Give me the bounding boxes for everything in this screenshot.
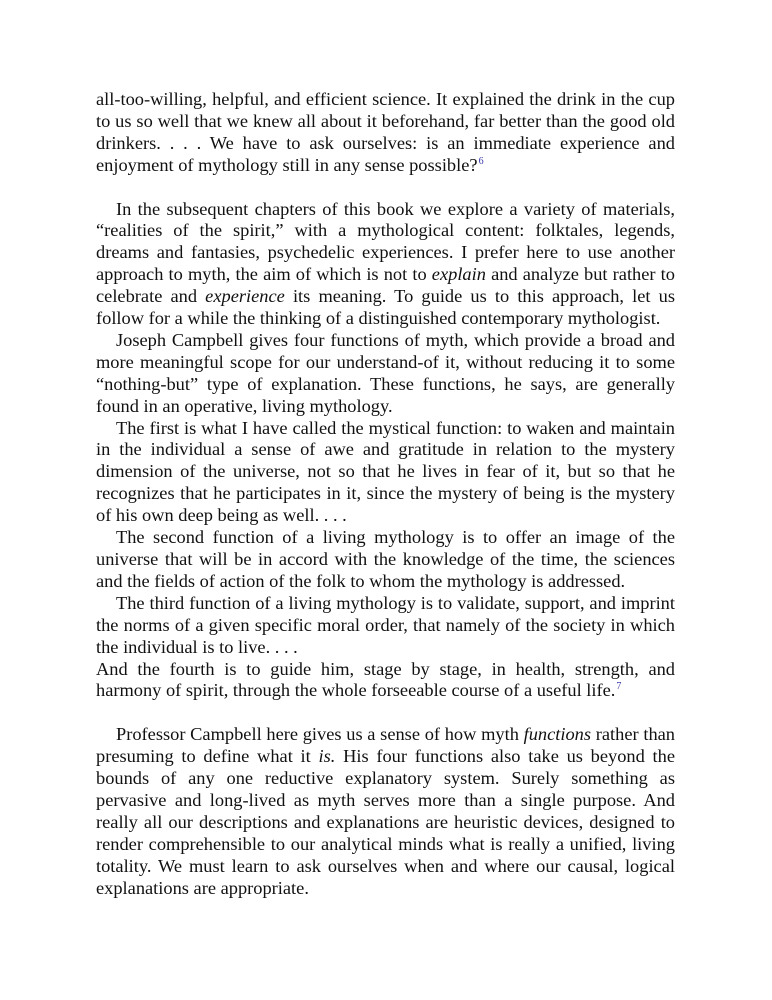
text-run: In the subsequent chapters of this book we explore a variety of materials, “realities of the spirit,” with a mythological content: folktales, legends, dreams and fantasies, psychedelic experiences. I prefer here to use another approach to myth, the aim of which is not to	[96, 198, 675, 285]
footnote-marker[interactable]: 7	[616, 681, 622, 693]
text-run: The second function of a living mythology is to offer an image of the universe that will be in accord with the knowledge of the time, the sciences and the fields of action of the folk to whom the mythology is addressed.	[96, 527, 675, 591]
text-run: The first is what I have called the mystical function: to waken and maintain in the individual a sense of awe and gratitude in relation to the mystery dimension of the universe, not so that he lives in fear of it, but so that he recognizes that he participates in it, since the mystery of being is the mystery of his own deep being as well. . . .	[96, 417, 675, 526]
paragraph-fourth-function	[96, 659, 675, 703]
paragraph-first-function	[96, 418, 675, 528]
emphasis-text: is.	[318, 746, 336, 767]
text-run: The third function of a living mythology is to validate, support, and imprint the norms of a given specific moral order, that namely of the society in which the individual is to live. . . .	[96, 592, 675, 657]
paragraph-third-function	[96, 593, 675, 659]
emphasis-text: functions	[523, 724, 592, 745]
footnote-marker[interactable]: 6	[478, 155, 484, 167]
paragraph-quote-end	[96, 89, 675, 177]
text-run: And the fourth is to guide him, stage by stage, in health, strength, and harmony of spirit, through the whole forseeable course of a useful life.	[96, 658, 675, 701]
text-run: Professor Campbell here gives us a sense of how myth	[116, 724, 524, 745]
text-run: Joseph Campbell gives four functions of myth, which provide a broad and more meaningful scope for our understand-of it, without reducing it to some “nothing-but” type of explanation. These functions, he says, are generally found in an operative, living mythology.	[96, 329, 675, 416]
text-run: His four functions also take us beyond the bounds of any one reductive explanatory system. Surely something as pervasive and long-lived as myth serves more than a single purpose. And really all our descriptions and explanations are heuristic devices, designed to render comprehensible to our analytical minds what is really a unified, living totality. We must learn to ask ourselves when and where our causal, logical explanations are appropriate.	[96, 746, 675, 898]
text-run: its meaning. To guide us to this approach, let us follow for a while the thinking of a distinguished contemporary mythologist.	[96, 286, 675, 329]
emphasis-text: explain	[431, 264, 486, 285]
paragraph-campbell-intro	[96, 330, 675, 418]
text-run: rather than presuming to define what it	[96, 724, 675, 767]
page-text	[96, 89, 675, 900]
text-run: and analyze but rather to celebrate and	[96, 264, 675, 307]
paragraph-subsequent-chapters	[96, 199, 675, 330]
text-run: all-too-willing, helpful, and efficient science. It explained the drink in the cup to us so well that we knew all about it beforehand, far better than the good old drinkers. . . . We have to ask ourselves: is an immediate experience and enjoyment of mythology still in any sense possible?	[96, 89, 675, 175]
emphasis-text: experience	[205, 286, 285, 307]
paragraph-second-function	[96, 527, 675, 593]
paragraph-professor-campbell	[96, 724, 675, 899]
